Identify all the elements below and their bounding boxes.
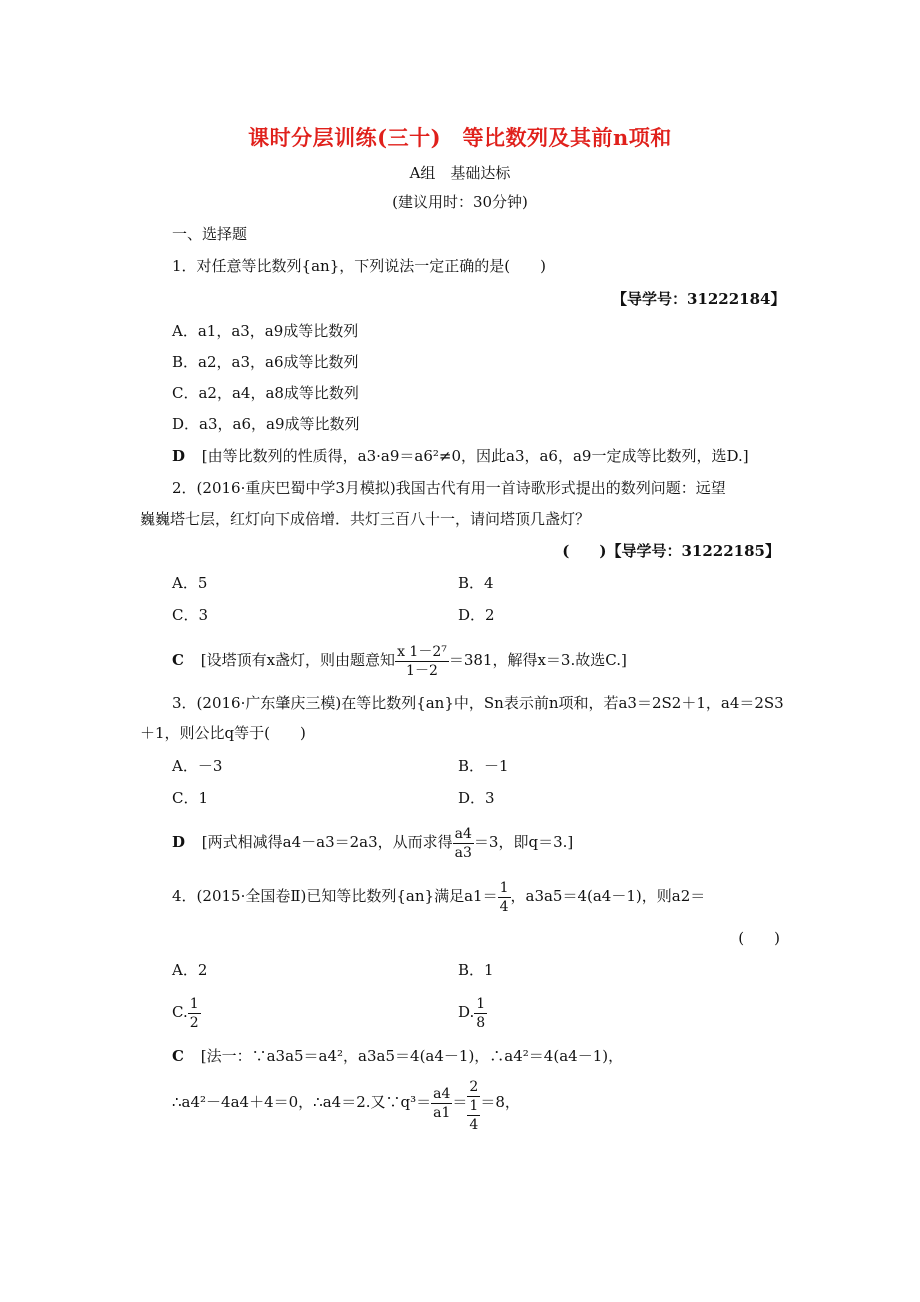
- q4-option-d-denominator: 8: [476, 1014, 486, 1031]
- q4-stem: [172, 876, 705, 916]
- q4-stem-pre: 4．(2015·全国卷Ⅱ)已知等比数列{an}满足a1＝: [172, 887, 498, 905]
- q2-answer: C: [172, 651, 184, 669]
- q4-answer-blank: ( ): [738, 929, 780, 947]
- q4-stem-post: ，a3a5＝4(a4－1)，则a2＝: [510, 887, 706, 905]
- q3-stem-line2: ＋1，则公比q等于( ): [140, 724, 306, 742]
- q2-guide-number: ( )【导学号：31222185】: [562, 542, 780, 560]
- q4-stem-fraction-denominator: 4: [499, 898, 509, 915]
- q4-explanation-line2-post: ＝8，: [480, 1093, 520, 1111]
- q4-option-c-numerator: 1: [189, 995, 199, 1012]
- q3-fraction-denominator: a3: [454, 844, 472, 861]
- q2-option-a: A．5: [172, 574, 208, 592]
- q3-answer: D: [172, 833, 186, 851]
- q3-fraction: [453, 825, 474, 862]
- q2-option-b: B．4: [458, 574, 494, 592]
- q1-explanation: [由等比数列的性质得，a3·a9＝a6²≠0，因此a3，a6，a9一定成等比数列，选D.]: [201, 447, 749, 465]
- q2-fraction: [395, 643, 449, 680]
- q3-stem-line1: 3．(2016·广东肇庆三模)在等比数列{an}中，Sn表示前n项和，若a3＝2S2＋1，a4＝2S3: [172, 694, 784, 712]
- page-title: 课时分层训练(三十) 等比数列及其前n项和: [248, 125, 672, 150]
- q4-compound-denominator-bottom: 4: [469, 1117, 479, 1133]
- q4-option-d-label: D.: [458, 1003, 475, 1021]
- q4-option-b: B．1: [458, 961, 494, 979]
- q4-explanation-line2: ∴a4²－4a4＋4＝0，∴a4＝2.又∵q³＝ $\frac{a4}{a1}$ ＝ 2 1 4 ＝8，: [172, 1079, 520, 1133]
- q3-option-b: B．－1: [458, 757, 509, 775]
- q3-explanation-post: ＝3，即q＝3.]: [473, 833, 574, 851]
- q1-guide-number: 【导学号：31222184】: [612, 290, 786, 308]
- q4-option-d-numerator: 1: [476, 995, 486, 1012]
- q4-compound-denominator-top: 1: [469, 1098, 479, 1114]
- q4-option-c-label: C.: [172, 1003, 188, 1021]
- q4-explanation-line2-pre: ∴a4²－4a4＋4＝0，∴a4＝2.又∵q³＝: [172, 1093, 432, 1111]
- q4-compound-numerator: 2: [469, 1079, 479, 1095]
- q4-option-d: [458, 992, 487, 1032]
- q1-answer-block: [172, 446, 749, 466]
- q4-answer-block: [172, 1046, 623, 1066]
- section-heading: 一、选择题: [172, 225, 248, 243]
- suggested-time: (建议用时：30分钟): [392, 193, 528, 211]
- group-subtitle: A组 基础达标: [409, 164, 511, 182]
- q4-explanation-line1: [法一：∵a3a5＝a4²，a3a5＝4(a4－1)，∴a4²＝4(a4－1)，: [200, 1047, 624, 1065]
- q1-stem: 1．对任意等比数列{an}，下列说法一定正确的是( ): [172, 257, 546, 275]
- q2-answer-block: [172, 640, 627, 680]
- q2-stem-line1: 2．(2016·重庆巴蜀中学3月模拟)我国古代有用一首诗歌形式提出的数列问题：远望: [172, 479, 726, 497]
- q1-option-a: A．a1，a3，a9成等比数列: [172, 322, 359, 340]
- q3-option-c: C．1: [172, 789, 209, 807]
- q1-answer: D: [172, 447, 186, 465]
- q4-option-c-fraction: [188, 995, 201, 1032]
- q4-option-c-denominator: 2: [189, 1014, 199, 1031]
- q4-compound-fraction: [467, 1078, 480, 1134]
- q4-stem-fraction: [498, 879, 511, 916]
- q4-answer: C: [172, 1047, 184, 1065]
- q1-option-b: B．a2，a3，a6成等比数列: [172, 353, 359, 371]
- q4-option-d-fraction: [474, 995, 487, 1032]
- q4-option-a: A．2: [172, 961, 208, 979]
- q2-explanation-post: ＝381，解得x＝3.故选C.]: [448, 651, 627, 669]
- q4-ratio-numerator: a4: [433, 1085, 451, 1102]
- q2-option-c: C．3: [172, 606, 209, 624]
- q3-option-a: A．－3: [172, 757, 223, 775]
- q2-stem-line2: 巍巍塔七层，红灯向下成倍增．共灯三百八十一，请问塔顶几盏灯？: [140, 510, 591, 528]
- q1-option-d: D．a3，a6，a9成等比数列: [172, 415, 360, 433]
- q4-stem-fraction-numerator: 1: [499, 879, 509, 896]
- q4-option-c: [172, 992, 201, 1032]
- q4-ratio-fraction: [431, 1085, 452, 1122]
- q2-fraction-denominator: 1－2: [395, 661, 449, 680]
- q3-answer-block: [172, 822, 573, 862]
- q4-ratio-denominator: a1: [433, 1104, 451, 1121]
- q2-explanation-pre: [设塔顶有x盏灯，则由题意知: [200, 651, 396, 669]
- q2-option-d: D．2: [458, 606, 495, 624]
- q3-explanation-pre: [两式相减得a4－a3＝2a3，从而求得: [201, 833, 453, 851]
- q2-fraction-numerator: x 1－2⁷: [397, 643, 447, 660]
- q3-fraction-numerator: a4: [454, 825, 472, 842]
- q3-option-d: D．3: [458, 789, 495, 807]
- q1-option-c: C．a2，a4，a8成等比数列: [172, 384, 359, 402]
